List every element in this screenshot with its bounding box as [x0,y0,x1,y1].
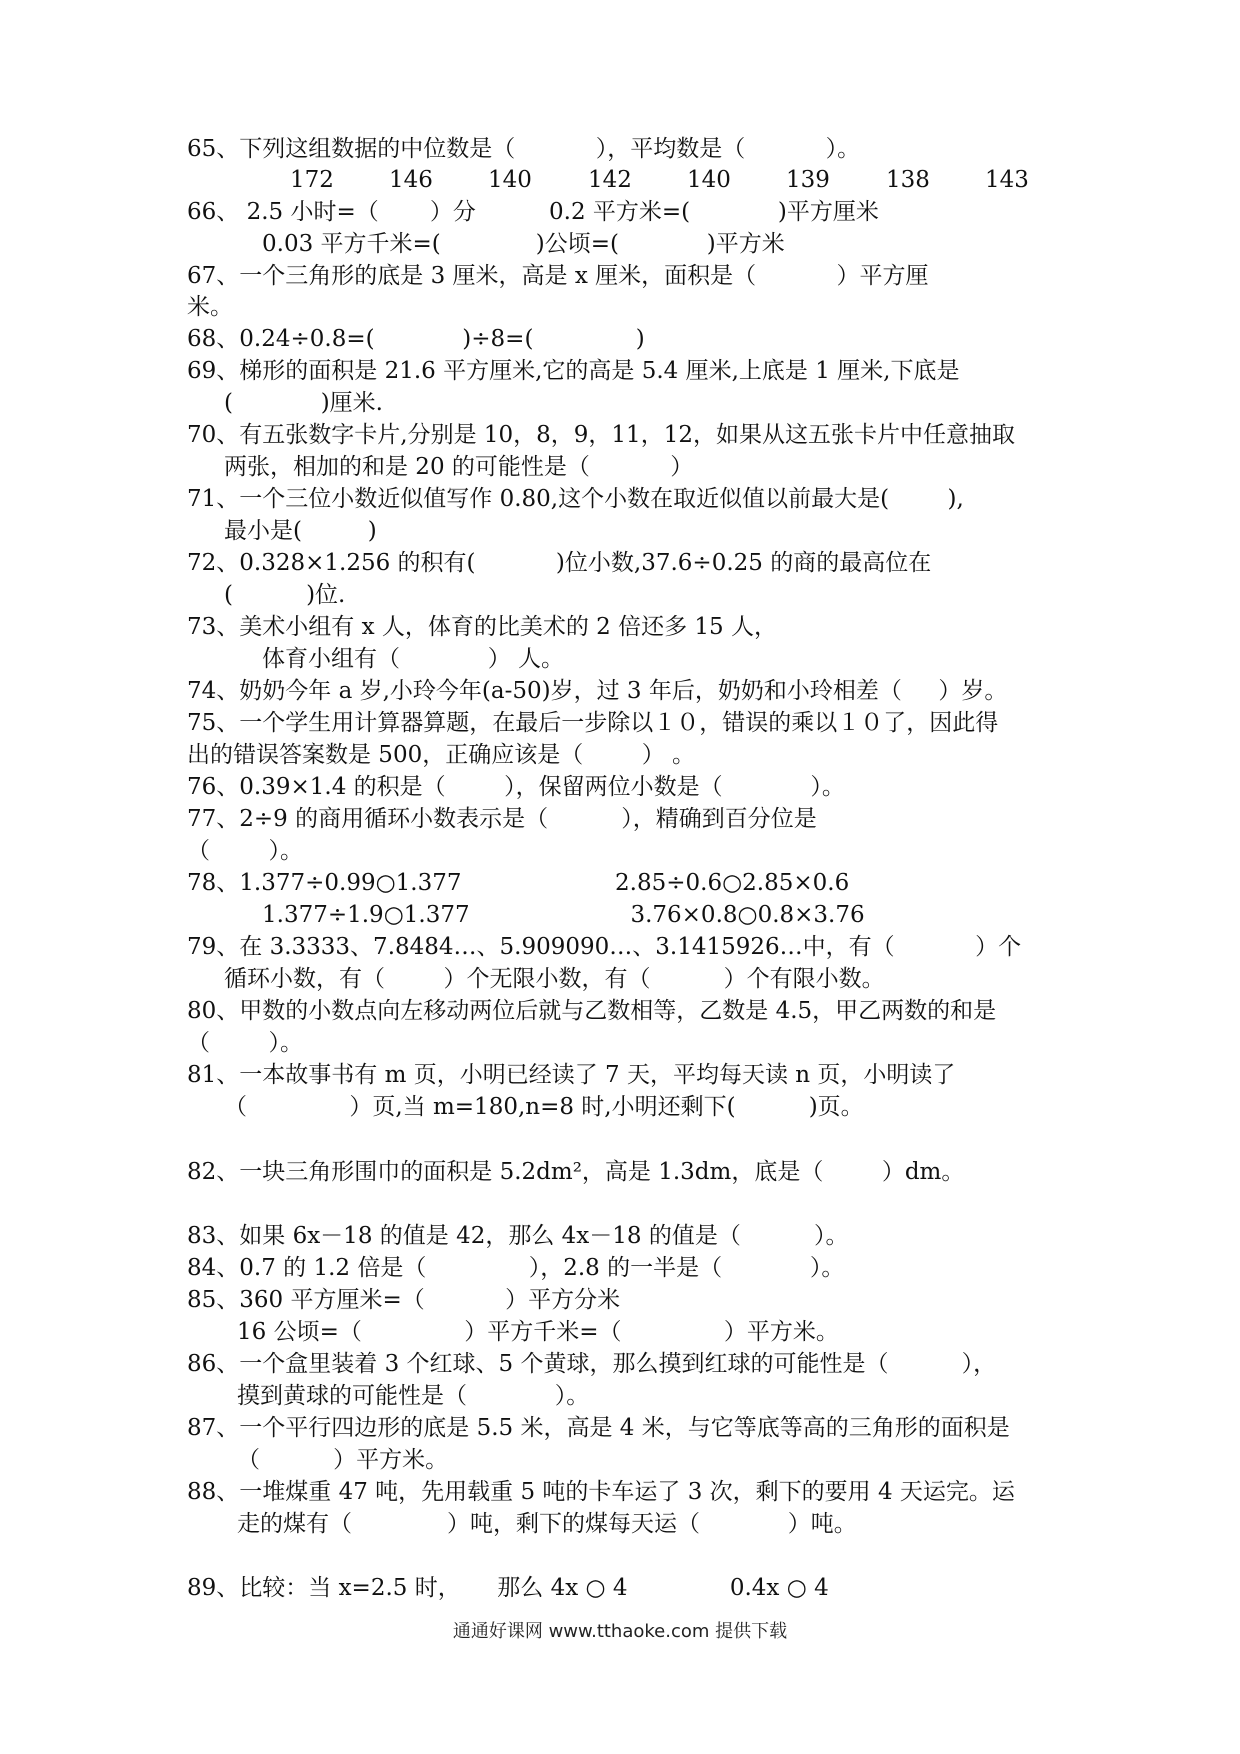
q65-line-1: 65、下列这组数据的中位数是（ ），平均数是（ ）。 [187,136,861,162]
q82-line-1: 82、一块三角形围巾的面积是 5.2dm²，高是 1.3dm，底是（ ）dm。 [187,1159,965,1185]
q66-line-1: 66、 2.5 小时=（ ）分 0.2 平方米=( )平方厘米 [187,199,879,225]
q86-line-1: 86、一个盒里装着 3 个红球、5 个黄球，那么摸到红球的可能性是（ ）， [187,1351,997,1377]
q72-line-1: 72、0.328×1.256 的积有( )位小数,37.6÷0.25 的商的最高位在 [187,550,932,576]
q77-line-2: （ ）。 [187,838,303,864]
q80-line-1: 80、甲数的小数点向左移动两位后就与乙数相等，乙数是 4.5，甲乙两数的和是 [187,998,997,1024]
q77-line-1: 77、2÷9 的商用循环小数表示是（ ），精确到百分位是 [187,806,817,832]
q81-line-1: 81、一本故事书有 m 页，小明已经读了 7 天，平均每天读 n 页，小明读了 [187,1062,956,1088]
q72-line-2: ( )位. [224,582,346,608]
q79-line-1: 79、在 3.3333、7.8484…、5.909090…、3.1415926…中，有（ ）个 [187,934,1022,960]
q69-line-2: ( )厘米. [224,390,383,416]
q73-line-1: 73、美术小组有 x 人，体育的比美术的 2 倍还多 15 人， [187,614,778,640]
q75-line-2: 出的错误答案数是 500，正确应该是（ ） 。 [187,742,696,768]
q65-data-value: 140 [488,167,532,193]
q75-line-1: 75、一个学生用计算器算题，在最后一步除以１０，错误的乘以１０了，因此得 [187,710,999,736]
q84-line-1: 84、0.7 的 1.2 倍是（ ），2.8 的一半是（ ）。 [187,1255,845,1281]
q67-line-1: 67、一个三角形的底是 3 厘米，高是 x 厘米，面积是（ ）平方厘 [187,263,929,289]
q74-line-1: 74、奶奶今年 a 岁,小玲今年(a-50)岁，过 3 年后，奶奶和小玲相差（ ）岁。 [187,678,1008,704]
q67-line-2: 米。 [187,294,233,320]
q69-line-1: 69、梯形的面积是 21.6 平方厘米,它的高是 5.4 厘米,上底是 1 厘米,下底是 [187,358,960,384]
q85-line-1: 85、360 平方厘米=（ ）平方分米 [187,1287,621,1313]
q71-line-2: 最小是( ) [224,518,377,544]
q73-line-2: 体育小组有（ ） 人。 [262,646,565,672]
q78-line-1: 78、1.377÷0.99○1.377 2.85÷0.6○2.85×0.6 [187,870,850,896]
q70-line-1: 70、有五张数字卡片,分别是 10，8，9，11，12，如果从这五张卡片中任意抽取 [187,422,1015,448]
q83-line-1: 83、如果 6x－18 的值是 42，那么 4x－18 的值是（ ）。 [187,1223,849,1249]
q89-line-1: 89、比较：当 x=2.5 时， 那么 4x ○ 4 0.4x ○ 4 [187,1575,829,1601]
q85-line-2: 16 公顷=（ ）平方千米=（ ）平方米。 [237,1319,839,1345]
q88-line-2: 走的煤有（ ）吨，剩下的煤每天运（ ）吨。 [237,1511,857,1537]
q65-data-value: 146 [389,167,433,193]
q70-line-2: 两张，相加的和是 20 的可能性是（ ） [224,454,694,480]
q65-data-value: 138 [886,167,930,193]
q86-line-2: 摸到黄球的可能性是（ ）。 [237,1383,590,1409]
q65-data-value: 139 [786,167,830,193]
q87-line-1: 87、一个平行四边形的底是 5.5 米，高是 4 米，与它等底等高的三角形的面积是 [187,1415,1010,1441]
q65-data-value: 143 [985,167,1029,193]
q79-line-2: 循环小数，有（ ）个无限小数，有（ ）个有限小数。 [224,966,885,992]
page-footer: 通通好课网 www.tthaoke.com 提供下载 [452,1621,788,1642]
q87-line-2: （ ）平方米。 [237,1447,449,1473]
q88-line-1: 88、一堆煤重 47 吨，先用载重 5 吨的卡车运了 3 次，剩下的要用 4 天运完。运 [187,1479,1015,1505]
q80-line-2: （ ）。 [187,1030,303,1056]
q65-data-value: 142 [588,167,632,193]
q65-data-value: 140 [687,167,731,193]
q78-line-2: 1.377÷1.9○1.377 3.76×0.8○0.8×3.76 [262,902,865,928]
q76-line-1: 76、0.39×1.4 的积是（ ），保留两位小数是（ ）。 [187,774,845,800]
q81-line-2: （ ）页,当 m=180,n=8 时,小明还剩下( )页。 [224,1094,864,1120]
q65-data-value: 172 [290,167,334,193]
q66-line-2: 0.03 平方千米=( )公顷=( )平方米 [262,231,785,257]
q71-line-1: 71、一个三位小数近似值写作 0.80,这个小数在取近似值以前最大是( ), [187,486,964,512]
q68-line-1: 68、0.24÷0.8=( )÷8=( ) [187,326,645,352]
